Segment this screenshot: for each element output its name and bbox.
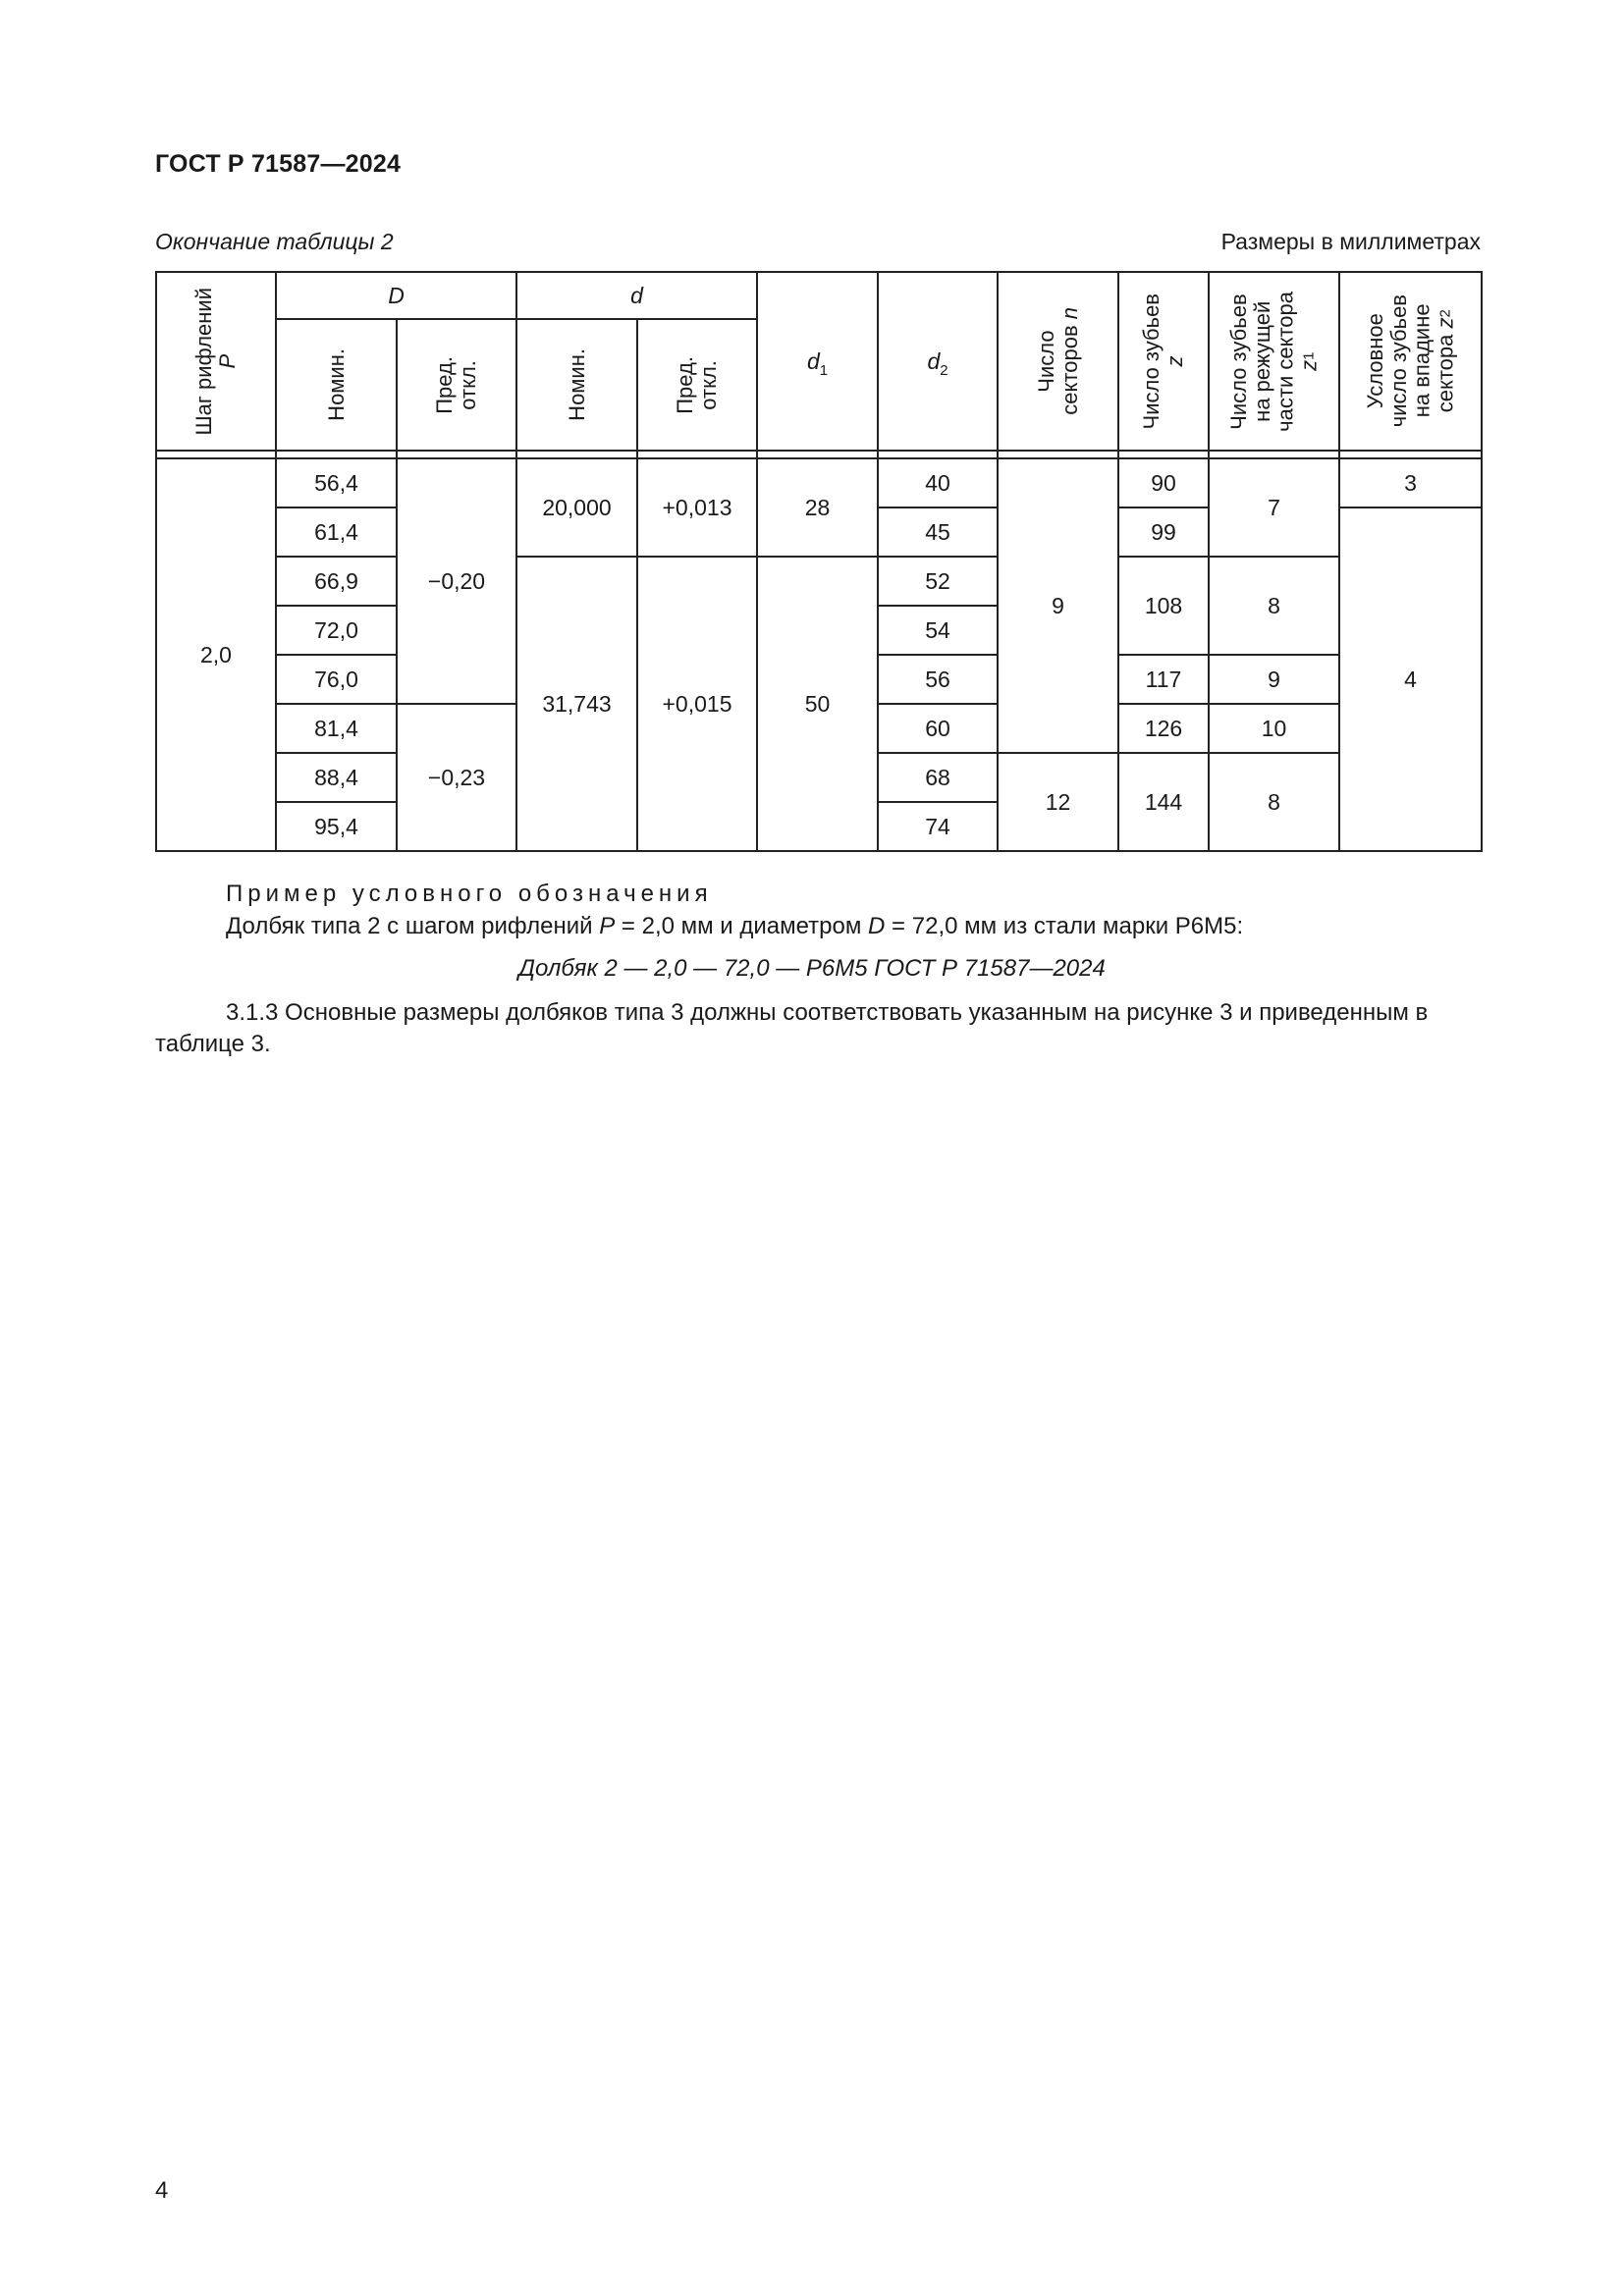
- cell-D-nom: 56,4: [276, 458, 397, 507]
- cell-D-nom: 88,4: [276, 753, 397, 802]
- cell-D-nom: 66,9: [276, 557, 397, 606]
- cell-d2: 68: [878, 753, 998, 802]
- header-pitch: Шаг рифлений P: [156, 272, 276, 451]
- cell-z1: 9: [1209, 655, 1339, 704]
- cell-teeth: 126: [1118, 704, 1209, 753]
- header-cutting-teeth: Число зубьев на режущей части сектора z1: [1209, 272, 1339, 451]
- cell-d2: 74: [878, 802, 998, 851]
- table-units: Размеры в миллиметрах: [1220, 229, 1481, 254]
- header-d1: $d_1$: [757, 272, 878, 451]
- header-d2: $d_2$: [878, 272, 998, 451]
- paragraph-3-1-3: 3.1.3 Основные размеры долбяков типа 3 должны соответствовать указанным на рисунке 3 и приведенным в таблице 3.: [155, 999, 1429, 1057]
- cell-z1: 10: [1209, 704, 1339, 753]
- header-sectors: Число секторов n: [998, 272, 1118, 451]
- cell-pitch: 2,0: [156, 458, 276, 851]
- cell-z1: 8: [1209, 753, 1339, 851]
- header-D: D: [276, 272, 516, 319]
- cell-teeth: 144: [1118, 753, 1209, 851]
- header-d-nominal: Номин.: [516, 319, 637, 451]
- cell-D-nom: 95,4: [276, 802, 397, 851]
- cell-D-nom: 61,4: [276, 507, 397, 557]
- header-conditional-teeth: Условное число зубьев на впадине сектора z2: [1339, 272, 1482, 451]
- cell-d1: 50: [757, 557, 878, 851]
- example-designation: Долбяк 2 — 2,0 — 72,0 — Р6М5 ГОСТ Р 71587—2024: [518, 955, 1106, 982]
- cell-d-nom: 31,743: [516, 557, 637, 851]
- cell-d-dev: +0,013: [637, 458, 757, 557]
- cell-d-nom: 20,000: [516, 458, 637, 557]
- cell-teeth: 99: [1118, 507, 1209, 557]
- cell-z2: 3: [1339, 458, 1482, 507]
- cell-d2: 54: [878, 606, 998, 655]
- cell-teeth: 117: [1118, 655, 1209, 704]
- cell-D-nom: 81,4: [276, 704, 397, 753]
- table-caption: Окончание таблицы 2: [155, 229, 394, 254]
- cell-d2: 40: [878, 458, 998, 507]
- header-d-deviation: Пред. откл.: [637, 319, 757, 451]
- header-D-deviation: Пред. откл.: [397, 319, 516, 451]
- document-code: ГОСТ Р 71587—2024: [155, 150, 402, 178]
- cell-d2: 45: [878, 507, 998, 557]
- cell-z1: 7: [1209, 458, 1339, 557]
- cell-D-dev: −0,23: [397, 704, 516, 851]
- cell-D-dev: −0,20: [397, 458, 516, 704]
- cell-d-dev: +0,015: [637, 557, 757, 851]
- cell-D-nom: 76,0: [276, 655, 397, 704]
- example-heading: Пример условного обозначения: [226, 881, 713, 907]
- cell-D-nom: 72,0: [276, 606, 397, 655]
- cell-z1: 8: [1209, 557, 1339, 655]
- cell-sectors: 9: [998, 458, 1118, 753]
- header-D-nominal: Номин.: [276, 319, 397, 451]
- cell-teeth: 90: [1118, 458, 1209, 507]
- cell-d2: 56: [878, 655, 998, 704]
- cell-d2: 60: [878, 704, 998, 753]
- cell-d2: 52: [878, 557, 998, 606]
- cell-sectors: 12: [998, 753, 1118, 851]
- example-text: Долбяк типа 2 с шагом рифлений P = 2,0 мм и диаметром D = 72,0 мм из стали марки Р6М5:: [226, 913, 1244, 939]
- cell-teeth: 108: [1118, 557, 1209, 655]
- cell-d1: 28: [757, 458, 878, 557]
- header-teeth: Число зубьев z: [1118, 272, 1209, 451]
- page-number: 4: [155, 2177, 169, 2204]
- cell-z2: 4: [1339, 507, 1482, 851]
- dimensions-table: [155, 271, 1483, 852]
- header-d: d: [516, 272, 757, 319]
